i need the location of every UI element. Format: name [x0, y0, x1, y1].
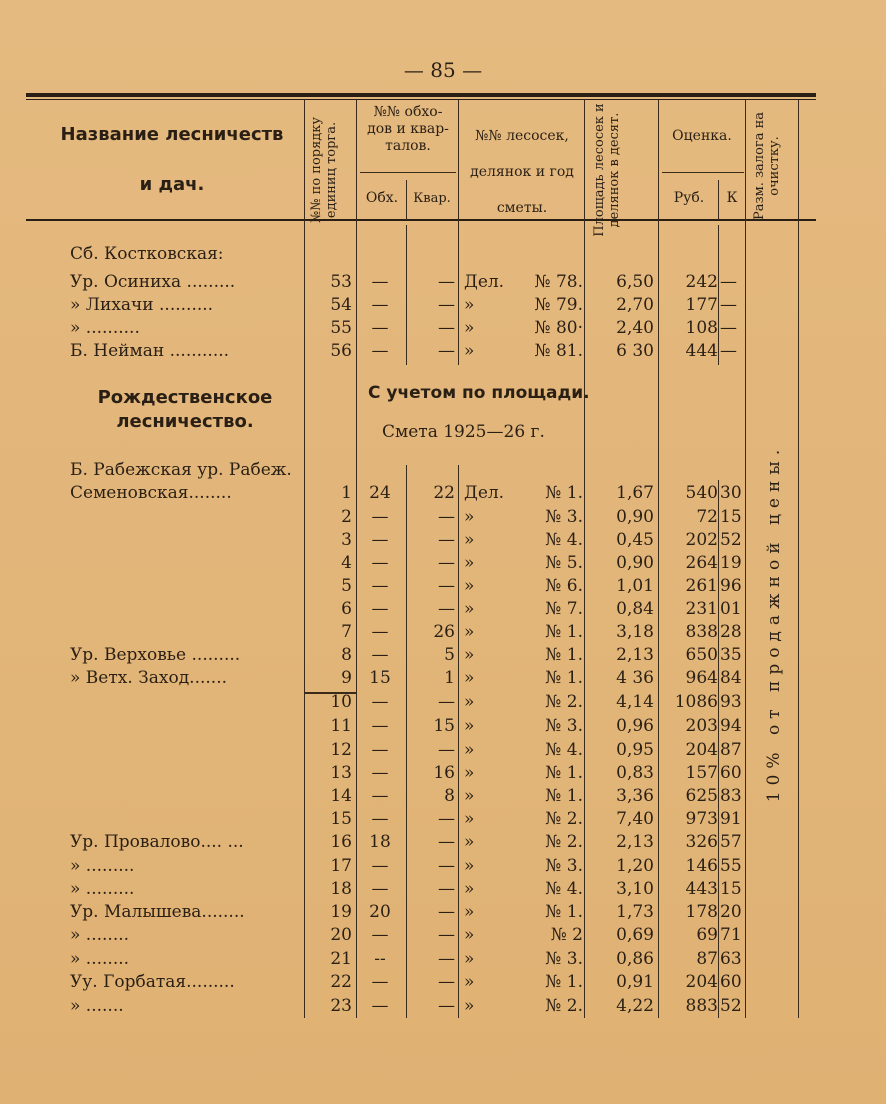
header-name-line2: и дач. — [139, 174, 205, 195]
row-delyanka: » — [464, 622, 475, 642]
row-kvartal: 26 — [433, 622, 455, 642]
row-kvartal: — — [438, 341, 455, 361]
table-row — [0, 318, 886, 340]
top-rule — [26, 93, 816, 97]
row-order-no: 21 — [330, 949, 352, 969]
row-area: 1,20 — [616, 856, 654, 876]
row-order-no: 56 — [330, 341, 352, 361]
note-smeta: Смета 1925—26 г. — [382, 422, 545, 442]
row-name: Ур. Малышева........ — [70, 902, 245, 922]
row-kopecks: 71 — [720, 925, 742, 945]
row-area: 1,73 — [616, 902, 654, 922]
section-title-rozhdestvenskoe: Рождественское лесничество. — [97, 387, 273, 432]
row-kopecks: 93 — [720, 692, 742, 712]
row-rubles: 177 — [685, 295, 718, 315]
row-kvartal: — — [438, 832, 455, 852]
row-lesoseka-number: № 2. — [545, 832, 583, 852]
row-lesoseka-number: № 7. — [545, 599, 583, 619]
row-lesoseka-number: № 1. — [545, 622, 583, 642]
table-row — [0, 530, 886, 552]
row-obhod: — — [371, 645, 389, 665]
row-kopecks: 60 — [720, 763, 742, 783]
row-delyanka: » — [464, 856, 475, 876]
row-lesoseka-number: № 3. — [545, 507, 583, 527]
row-obhod: — — [371, 740, 389, 760]
row-area: 2,13 — [616, 832, 654, 852]
row-lesoseka-number: № 4. — [545, 740, 583, 760]
row-lesoseka-number: № 2. — [545, 692, 583, 712]
row-kvartal: 5 — [444, 645, 455, 665]
row-kopecks: 55 — [720, 856, 742, 876]
row-delyanka: » — [464, 716, 475, 736]
row-lesoseka-number: № 2. — [545, 996, 583, 1016]
row-order-no: 2 — [341, 507, 352, 527]
row-delyanka: » — [464, 996, 475, 1016]
row-kvartal: 15 — [433, 716, 455, 736]
row-rubles: 1086 — [674, 692, 718, 712]
row-lesoseka-number: № 1. — [545, 483, 583, 503]
top-rule-thin — [26, 99, 816, 100]
row-area: 0,69 — [616, 925, 654, 945]
row-rubles: 178 — [685, 902, 718, 922]
header-ocenka: Оценка. — [672, 128, 732, 144]
row-area: 0,91 — [616, 972, 654, 992]
row-kopecks: 60 — [720, 972, 742, 992]
row-delyanka: » — [464, 692, 475, 712]
row-kopecks: — — [720, 318, 737, 338]
row-rubles: 444 — [685, 341, 718, 361]
row-rubles: 964 — [685, 668, 718, 688]
row-order-no: 17 — [330, 856, 352, 876]
row-kopecks: 84 — [720, 668, 742, 688]
row-lesoseka-number: № 4. — [545, 879, 583, 899]
row-order-no: 8 — [341, 645, 352, 665]
header-area: Площадь лесосек и делянок в десят. — [592, 103, 622, 237]
row-order-no: 10 — [330, 692, 352, 712]
row-kopecks: 28 — [720, 622, 742, 642]
note-area: С учетом по площади. — [368, 383, 590, 403]
row-kopecks: 87 — [720, 740, 742, 760]
row-lesoseka-number: № 1. — [545, 786, 583, 806]
row-rubles: 973 — [685, 809, 718, 829]
row-obhod: — — [371, 341, 389, 361]
row-kvartal: 1 — [444, 668, 455, 688]
row-obhod: — — [371, 553, 389, 573]
row-area: 0,90 — [616, 507, 654, 527]
table-row — [0, 809, 886, 831]
row-rubles: 202 — [685, 530, 718, 550]
row-order-no: 53 — [330, 272, 352, 292]
row-rubles: 204 — [685, 740, 718, 760]
row-rubles: 157 — [685, 763, 718, 783]
table-row — [0, 925, 886, 947]
row-kopecks: 63 — [720, 949, 742, 969]
row-order-no: 20 — [330, 925, 352, 945]
row-delyanka: » — [464, 645, 475, 665]
row-kopecks: 30 — [720, 483, 742, 503]
row-area: 4 36 — [616, 668, 654, 688]
row-kopecks: 15 — [720, 507, 742, 527]
row-name: Семеновская........ — [70, 483, 232, 503]
row-lesoseka-number: № 1. — [545, 902, 583, 922]
row-lesoseka-number: № 81. — [534, 341, 583, 361]
row-name: Ур. Осиниха ......... — [70, 272, 236, 292]
row-area: 4,22 — [616, 996, 654, 1016]
row-kopecks: — — [720, 295, 737, 315]
row-kopecks: 52 — [720, 996, 742, 1016]
header-rub: Руб. — [673, 190, 705, 206]
row-kvartal: — — [438, 553, 455, 573]
row-lesoseka-number: № 5. — [545, 553, 583, 573]
row-kvartal: — — [438, 740, 455, 760]
row-area: 3,18 — [616, 622, 654, 642]
row-area: 6 30 — [616, 341, 654, 361]
row-rubles: 231 — [685, 599, 718, 619]
row-area: 1,01 — [616, 576, 654, 596]
row-rubles: 883 — [685, 996, 718, 1016]
row-name: Б. Нейман ........... — [70, 341, 230, 361]
row-order-no: 15 — [330, 809, 352, 829]
row-delyanka: » — [464, 576, 475, 596]
row-kvartal: — — [438, 576, 455, 596]
row-delyanka: » — [464, 507, 475, 527]
row-rubles: 443 — [685, 879, 718, 899]
row-area: 2,40 — [616, 318, 654, 338]
row-obhod: — — [371, 599, 389, 619]
row-lesoseka-number: № 4. — [545, 530, 583, 550]
row-obhod: -- — [374, 949, 386, 969]
row-name: » .......... — [70, 318, 140, 338]
row-order-no: 19 — [330, 902, 352, 922]
table-row — [0, 763, 886, 785]
row-rubles: 264 — [685, 553, 718, 573]
table-row — [0, 879, 886, 901]
row-obhod: — — [371, 507, 389, 527]
row-order-no: 23 — [330, 996, 352, 1016]
row-lesoseka-number: № 1. — [545, 972, 583, 992]
row-order-no: 22 — [330, 972, 352, 992]
row-kopecks: 52 — [720, 530, 742, 550]
row-kopecks: 01 — [720, 599, 742, 619]
row-kvartal: 8 — [444, 786, 455, 806]
row-kopecks: 94 — [720, 716, 742, 736]
header-lesosek: №№ лесосек, делянок и год сметы. — [470, 128, 574, 216]
row-kopecks: — — [720, 341, 737, 361]
row-name: » ........ — [70, 925, 130, 945]
row-obhod: — — [371, 318, 389, 338]
row-rubles: 326 — [685, 832, 718, 852]
table-row — [0, 996, 886, 1018]
table-row — [0, 483, 886, 505]
row-obhod: — — [371, 786, 389, 806]
table-row — [0, 786, 886, 808]
row-kopecks: 19 — [720, 553, 742, 573]
row-order-no: 18 — [330, 879, 352, 899]
row-lesoseka-number: № 79. — [534, 295, 583, 315]
row-obhod: — — [371, 879, 389, 899]
row-lesoseka-number: № 2 — [550, 925, 583, 945]
row-delyanka: » — [464, 786, 475, 806]
table-row — [0, 668, 886, 690]
table-row — [0, 272, 886, 294]
table-row — [0, 576, 886, 598]
row-rubles: 540 — [685, 483, 718, 503]
row-lesoseka-number: № 1. — [545, 645, 583, 665]
row-kvartal: — — [438, 809, 455, 829]
row-name: » Лихачи .......... — [70, 295, 214, 315]
row-obhod: 24 — [369, 483, 391, 503]
row-area: 0,45 — [616, 530, 654, 550]
row-kopecks: 20 — [720, 902, 742, 922]
row-name: » ......... — [70, 856, 135, 876]
page-number: — 85 — — [403, 58, 483, 82]
row-area: 0,95 — [616, 740, 654, 760]
row-delyanka: » — [464, 809, 475, 829]
row-kvartal: — — [438, 925, 455, 945]
zalog-value: 10% от продажной цены. — [764, 443, 784, 803]
row-area: 1,67 — [616, 483, 654, 503]
row-lesoseka-number: № 80· — [534, 318, 583, 338]
row-lesoseka-number: № 6. — [545, 576, 583, 596]
row-lesoseka-number: № 78. — [534, 272, 583, 292]
subheader-rule — [662, 172, 744, 173]
row-delyanka: » — [464, 668, 475, 688]
row-delyanka: » — [464, 341, 475, 361]
section-title-kostkovskaya: Сб. Костковская: — [70, 244, 224, 264]
row-name: » ....... — [70, 996, 124, 1016]
table-row — [0, 949, 886, 971]
table-row — [0, 740, 886, 762]
row-delyanka: » — [464, 530, 475, 550]
row-kvartal: — — [438, 879, 455, 899]
row-kopecks: 35 — [720, 645, 742, 665]
row-name: Уу. Горбатая......... — [70, 972, 235, 992]
table-row — [0, 295, 886, 317]
row-order-no: 6 — [341, 599, 352, 619]
row-rubles: 625 — [685, 786, 718, 806]
row-name: Ур. Провалово.... ... — [70, 832, 244, 852]
row-lesoseka-number: № 2. — [545, 809, 583, 829]
row-obhod: — — [371, 856, 389, 876]
header-obhod-kvart: №№ обхо- дов и квар- талов. — [367, 104, 449, 154]
row-order-no: 7 — [341, 622, 352, 642]
table-row — [0, 553, 886, 575]
table-row — [0, 716, 886, 738]
row-delyanka: » — [464, 318, 475, 338]
row-obhod: — — [371, 972, 389, 992]
row-kvartal: — — [438, 996, 455, 1016]
row-obhod: — — [371, 692, 389, 712]
row-name: » ......... — [70, 879, 135, 899]
row-kopecks: 91 — [720, 809, 742, 829]
row-order-no: 3 — [341, 530, 352, 550]
row-lesoseka-number: № 3. — [545, 716, 583, 736]
row-rubles: 261 — [685, 576, 718, 596]
subheader-rule — [360, 172, 456, 173]
row-kopecks: — — [720, 272, 737, 292]
row-obhod: — — [371, 272, 389, 292]
row-area: 0,83 — [616, 763, 654, 783]
row-delyanka: » — [464, 879, 475, 899]
row-order-no: 1 — [341, 483, 352, 503]
row-order-no: 55 — [330, 318, 352, 338]
table-row — [0, 832, 886, 854]
table-row — [0, 645, 886, 667]
row-rubles: 242 — [685, 272, 718, 292]
row-rubles: 108 — [685, 318, 718, 338]
row-lesoseka-number: № 1. — [545, 668, 583, 688]
row-kvartal: — — [438, 507, 455, 527]
row-area: 2,13 — [616, 645, 654, 665]
header-obh: Обх. — [365, 190, 399, 206]
row-delyanka: » — [464, 949, 475, 969]
row-kvartal: — — [438, 692, 455, 712]
table-row — [0, 507, 886, 529]
row-kvartal: — — [438, 949, 455, 969]
row-kvartal: — — [438, 856, 455, 876]
row-kvartal: — — [438, 318, 455, 338]
row-lesoseka-number: № 3. — [545, 856, 583, 876]
row-delyanka: Дел. — [464, 483, 505, 503]
row-obhod: — — [371, 996, 389, 1016]
row-kvartal: — — [438, 972, 455, 992]
row-kopecks: 57 — [720, 832, 742, 852]
row-order-no: 4 — [341, 553, 352, 573]
row-obhod: 15 — [369, 668, 391, 688]
row-area: 0,84 — [616, 599, 654, 619]
row-kvartal: 22 — [433, 483, 455, 503]
table-row — [0, 692, 886, 714]
row-obhod: 18 — [369, 832, 391, 852]
table-row — [0, 622, 886, 644]
row-kvartal: 16 — [433, 763, 455, 783]
row-kvartal: — — [438, 902, 455, 922]
header-order-no: №№ по порядку единиц торга. — [309, 116, 339, 224]
row-area: 4,14 — [616, 692, 654, 712]
row-rubles: 146 — [685, 856, 718, 876]
row-area: 0,86 — [616, 949, 654, 969]
row-rubles: 204 — [685, 972, 718, 992]
table-row — [0, 902, 886, 924]
row-area: 0,90 — [616, 553, 654, 573]
row-obhod: — — [371, 295, 389, 315]
row-rubles: 838 — [685, 622, 718, 642]
header-kop: К — [726, 190, 738, 206]
row-lesoseka-number: № 1. — [545, 763, 583, 783]
row-area: 3,10 — [616, 879, 654, 899]
row-kopecks: 83 — [720, 786, 742, 806]
row-kopecks: 96 — [720, 576, 742, 596]
row-kvartal: — — [438, 599, 455, 619]
table-row — [0, 341, 886, 363]
row-rubles: 203 — [685, 716, 718, 736]
row-kvartal: — — [438, 295, 455, 315]
row-area: 7,40 — [616, 809, 654, 829]
row-area: 6,50 — [616, 272, 654, 292]
row-delyanka: » — [464, 902, 475, 922]
row-delyanka: » — [464, 599, 475, 619]
row-kopecks: 15 — [720, 879, 742, 899]
row-delyanka: » — [464, 553, 475, 573]
row-delyanka: » — [464, 740, 475, 760]
row-order-no: 12 — [330, 740, 352, 760]
column-divider — [718, 180, 719, 220]
table-row — [0, 599, 886, 621]
row-order-no: 11 — [330, 716, 352, 736]
row-order-no: 54 — [330, 295, 352, 315]
header-zalog: Разм. залога на очистку. — [752, 112, 782, 220]
row-rubles: 69 — [696, 925, 718, 945]
row-name: Ур. Верховье ......... — [70, 645, 241, 665]
table-row — [0, 856, 886, 878]
row-obhod: — — [371, 716, 389, 736]
row-delyanka: » — [464, 925, 475, 945]
row-order-no: 14 — [330, 786, 352, 806]
row-kvartal: — — [438, 272, 455, 292]
row-delyanka: » — [464, 832, 475, 852]
row-obhod: — — [371, 622, 389, 642]
row-obhod: — — [371, 809, 389, 829]
row-order-no: 13 — [330, 763, 352, 783]
table-row — [0, 972, 886, 994]
row-rubles: 87 — [696, 949, 718, 969]
row-order-no: 9 — [341, 668, 352, 688]
header-name-line1: Название лесничеств — [60, 124, 284, 145]
row-name: » Ветх. Заход....... — [70, 668, 228, 688]
row-lesoseka-number: № 3. — [545, 949, 583, 969]
row-area: 2,70 — [616, 295, 654, 315]
row-area: 0,96 — [616, 716, 654, 736]
row-order-no: 16 — [330, 832, 352, 852]
row-name: » ........ — [70, 949, 130, 969]
row-area: 3,36 — [616, 786, 654, 806]
row-delyanka: » — [464, 295, 475, 315]
row-kvartal: — — [438, 530, 455, 550]
header-kvar: Квар. — [413, 191, 451, 206]
header-bottom-rule — [26, 219, 816, 221]
row-delyanka: Дел. — [464, 272, 505, 292]
row-obhod: — — [371, 530, 389, 550]
row-obhod: — — [371, 576, 389, 596]
dacha-title-rabezhskaya: Б. Рабежская ур. Рабеж. — [70, 460, 292, 480]
row-obhod: 20 — [369, 902, 391, 922]
row-order-no: 5 — [341, 576, 352, 596]
row-delyanka: » — [464, 763, 475, 783]
row-rubles: 72 — [696, 507, 718, 527]
row-obhod: — — [371, 763, 389, 783]
row-obhod: — — [371, 925, 389, 945]
row-delyanka: » — [464, 972, 475, 992]
row-rubles: 650 — [685, 645, 718, 665]
